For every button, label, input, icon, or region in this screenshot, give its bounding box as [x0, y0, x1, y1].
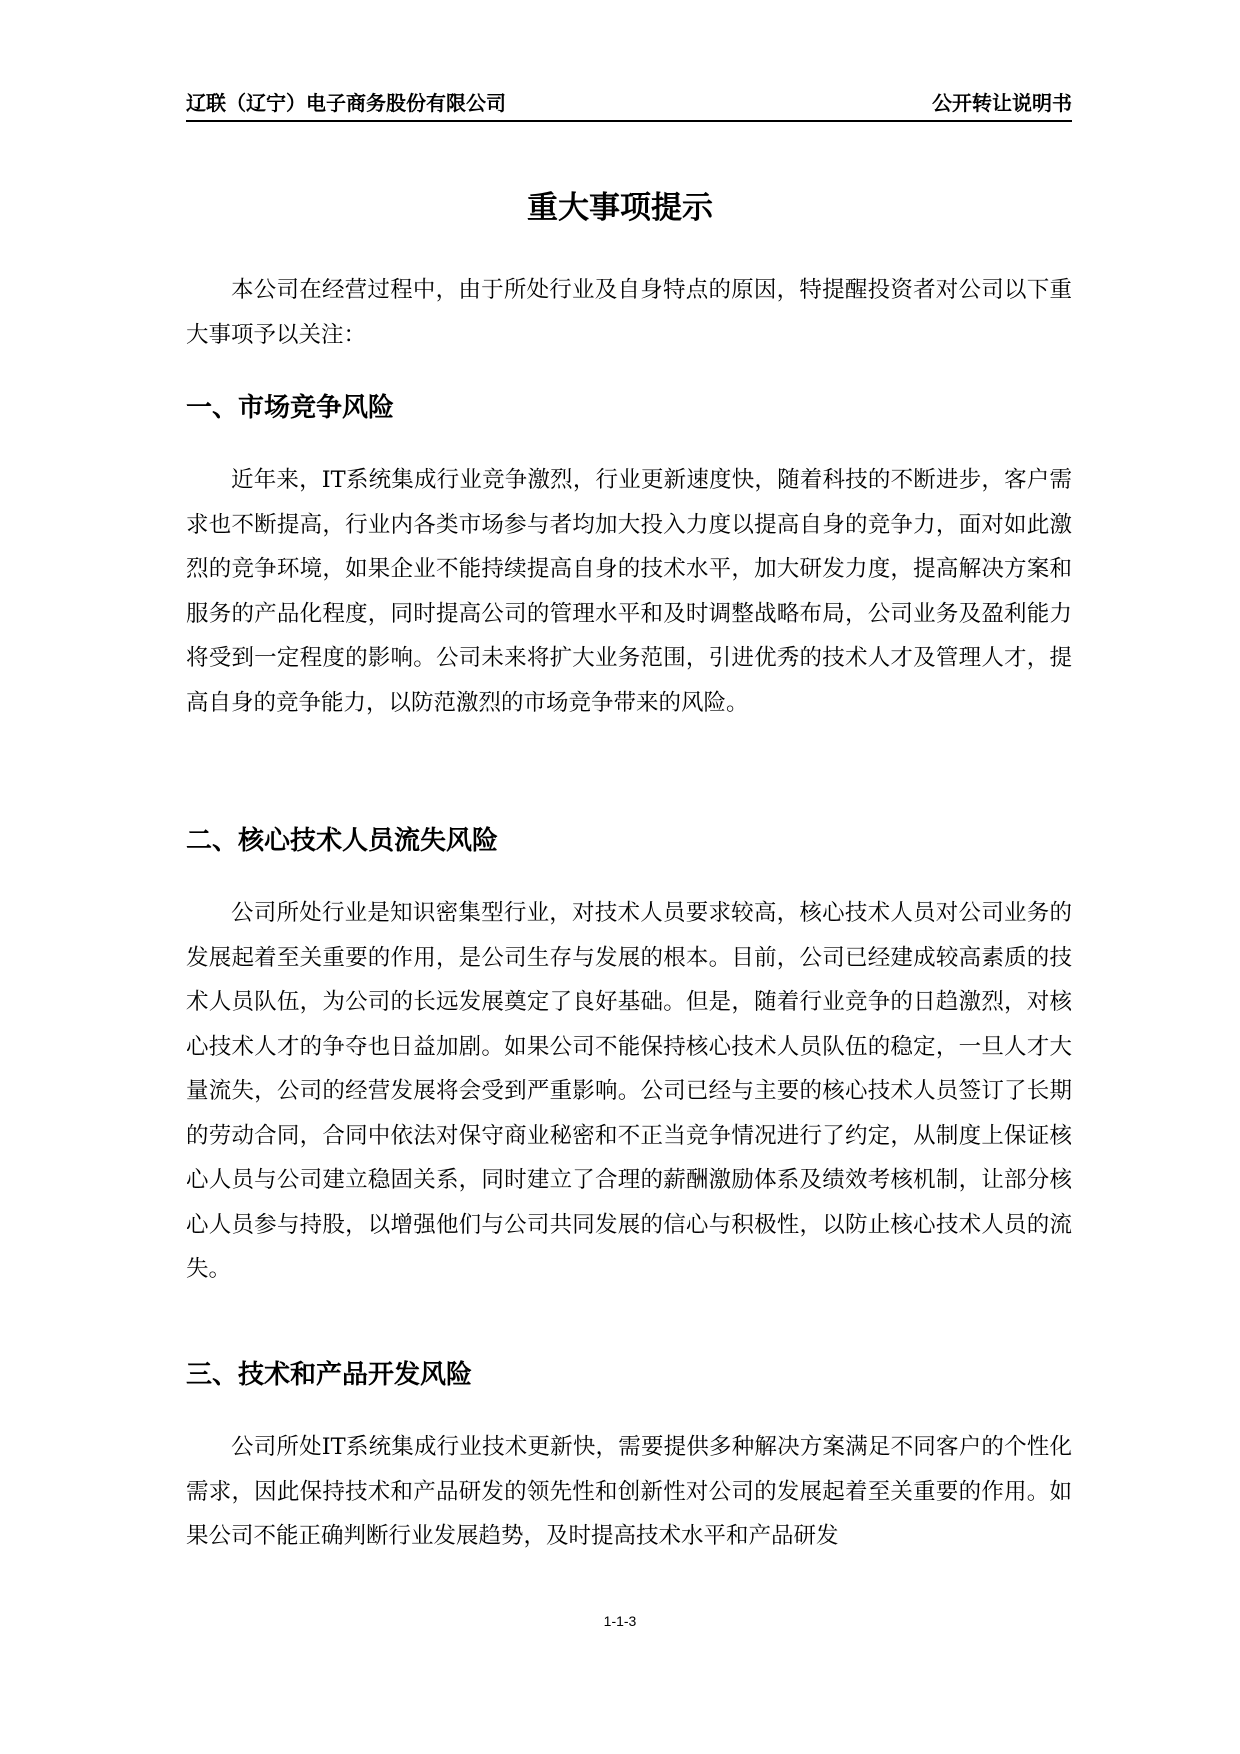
header-company-name: 辽联（辽宁）电子商务股份有限公司 [186, 91, 506, 115]
section-heading-tech-product-dev: 三、技术和产品开发风险 [186, 1360, 473, 1390]
section-heading-market-competition: 一、市场竞争风险 [186, 393, 395, 423]
intro-paragraph: 本公司在经营过程中，由于所处行业及自身特点的原因，特提醒投资者对公司以下重大事项予以关注： [186, 277, 1072, 348]
section-body-market-competition: 近年来，IT系统集成行业竞争激烈，行业更新速度快，随着科技的不断进步，客户需求也不断提高，行业内各类市场参与者均加大投入力度以提高自身的竞争力，面对如此激烈的竞争环境，如果企业不能持续提高自身的技术水平，加大研发力度，提高解决方案和服务的产品化程度，同时提高公司的管理水平和及时调整战略布局，公司业务及盈利能力将受到一定程度的影响。公司未来将扩大业务范围，引进优秀的技术人才及管理人才，提高自身的竞争能力，以防范激烈的市场竞争带来的风险。 [186, 467, 1072, 716]
page-number: 1-1-3 [603, 1613, 637, 1629]
page-header [186, 86, 1072, 122]
header-document-type: 公开转让说明书 [932, 91, 1072, 115]
document-title: 重大事项提示 [527, 190, 713, 226]
section-body-core-staff-loss: 公司所处行业是知识密集型行业，对技术人员要求较高，核心技术人员对公司业务的发展起着至关重要的作用，是公司生存与发展的根本。目前，公司已经建成较高素质的技术人员队伍，为公司的长远发展奠定了良好基础。但是，随着行业竞争的日趋激烈，对核心技术人才的争夺也日益加剧。如果公司不能保持核心技术人员队伍的稳定，一旦人才大量流失，公司的经营发展将会受到严重影响。公司已经与主要的核心技术人员签订了长期的劳动合同，合同中依法对保守商业秘密和不正当竞争情况进行了约定，从制度上保证核心人员与公司建立稳固关系，同时建立了合理的薪酬激励体系及绩效考核机制，让部分核心人员参与持股，以增强他们与公司共同发展的信心与积极性，以防止核心技术人员的流失。 [186, 900, 1072, 1282]
section-body-tech-product-dev: 公司所处IT系统集成行业技术更新快，需要提供多种解决方案满足不同客户的个性化需求，因此保持技术和产品研发的领先性和创新性对公司的发展起着至关重要的作用。如果公司不能正确判断行业发展趋势，及时提高技术水平和产品研发 [186, 1434, 1072, 1549]
section-heading-core-staff-loss: 二、核心技术人员流失风险 [186, 826, 499, 856]
